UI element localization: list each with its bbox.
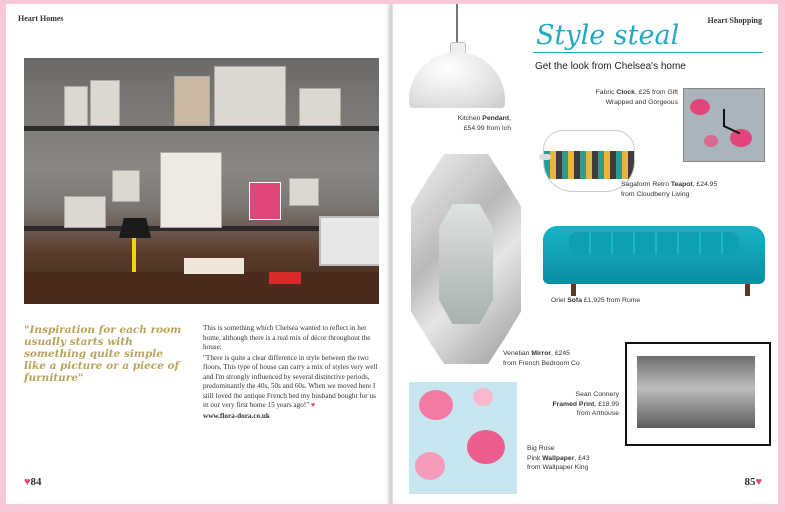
body-paragraph-1: This is something which Chelsea wanted to reflect in her home, although there is a real mix of décor throughout the house: <box>203 324 371 351</box>
pendant-cord <box>456 4 458 46</box>
mirror-caption-line1: Venetian Mirror, £245 <box>503 350 570 357</box>
pendant-caption-line2: £54.99 from Ich <box>463 124 511 132</box>
left-page <box>6 4 389 504</box>
rose-motif <box>704 135 718 147</box>
teapot-spout <box>539 154 551 160</box>
room-photo <box>24 58 379 304</box>
clock-caption-line2: Wrapped and Gorgeous <box>605 98 678 106</box>
sofa-caption <box>551 296 711 306</box>
teapot-caption-line2: from Cloudberry Living <box>621 190 690 198</box>
page-number-right <box>744 476 762 488</box>
upper-frame <box>90 80 120 126</box>
lower-frame <box>64 196 106 228</box>
wallpaper-swatch-image <box>409 382 517 494</box>
fabric-clock-image <box>683 88 765 162</box>
body-paragraph-2-text: "There is quite a clear difference in style between the two floors. This type of house can carry a mix of styles very well and I'm strongly influenced by several distinctive periods, predominantly the 40s, 50s and 60s. When we moved here I still loved the antique French bed my husband bought for us in our very first home 15 years ago!" <box>203 353 378 409</box>
section-header: Heart Homes <box>18 14 64 23</box>
portrait-frame <box>160 152 222 228</box>
rose-motif <box>473 388 493 406</box>
desk-items <box>184 258 244 274</box>
body-text <box>203 324 379 422</box>
lower-frame <box>112 170 140 202</box>
upper-frame <box>174 76 210 126</box>
heart-icon: ♥ <box>755 476 762 488</box>
mirror-caption-line2: from French Bedroom Co <box>503 359 580 367</box>
teapot-caption-line1: Sagaform Retro Teapot, £24.95 <box>621 181 718 188</box>
rose-motif <box>415 452 445 480</box>
heart-icon: ♥ <box>24 476 31 488</box>
print-caption-line3: from Arthouse <box>576 410 619 417</box>
body-paragraph-2 <box>203 354 379 411</box>
teapot-caption <box>621 180 751 199</box>
mirror-glass <box>439 204 493 324</box>
pink-frame <box>249 182 281 220</box>
pendant-lamp-image <box>409 52 505 108</box>
wallpaper-caption-line1: Big Rose <box>527 445 555 452</box>
mirror-caption <box>503 349 623 368</box>
clock-caption <box>563 88 678 107</box>
sofa-back-tufting <box>569 232 739 254</box>
pendant-caption-line1: Kitchen Pendant, <box>457 115 511 122</box>
page-subtitle: Get the look from Chelsea's home <box>535 61 686 72</box>
page-title: Style steal <box>536 20 680 51</box>
desk <box>24 272 379 304</box>
print-caption-line2: Framed Print, £18.99 <box>552 400 619 408</box>
sofa-leg <box>745 284 750 296</box>
rose-motif <box>690 99 710 115</box>
wallpaper-caption-line2: Pink Wallpaper, £43 <box>527 454 590 462</box>
venetian-mirror-image <box>411 154 521 364</box>
upper-frame-large <box>214 66 286 126</box>
wallpaper-caption-line3: from Wallpaper King <box>527 464 589 471</box>
page-number-value: 85 <box>744 476 756 488</box>
lamp-stand <box>132 238 136 272</box>
website-link[interactable]: www.flora-dora.co.uk <box>203 411 270 420</box>
print-caption-line1: Sean Connery <box>575 391 619 398</box>
upper-frame <box>64 86 88 126</box>
title-rule <box>533 52 763 53</box>
sofa-leg <box>571 284 576 296</box>
framed-print-image <box>625 342 771 446</box>
pull-quote: "Inspiration for each room usually starts with something quite simple like a picture or a piece of furniture" <box>24 324 182 384</box>
upper-frame <box>299 88 341 126</box>
pendant-caption <box>441 114 511 133</box>
page-number-left <box>24 476 42 488</box>
rose-motif <box>419 390 453 420</box>
heart-icon: ♥ <box>310 401 316 409</box>
monitor <box>319 216 379 266</box>
sofa-image <box>543 226 765 284</box>
upper-shelf <box>24 126 379 131</box>
print-photo <box>637 356 755 428</box>
lower-frame <box>289 178 319 206</box>
sofa-caption-line1: Oriel Sofa £1,925 from Rume <box>551 297 641 304</box>
teapot-pattern <box>544 151 634 179</box>
clock-caption-line1: Fabric Clock, £25 from Gift <box>595 89 678 96</box>
rose-motif <box>467 430 505 464</box>
right-page <box>393 4 778 504</box>
lamp-shade <box>119 218 151 238</box>
page-number-value: 84 <box>30 476 42 488</box>
print-caption <box>543 390 619 419</box>
wallpaper-caption <box>527 444 637 473</box>
section-header: Heart Shopping <box>707 16 762 25</box>
red-clock <box>269 272 301 284</box>
